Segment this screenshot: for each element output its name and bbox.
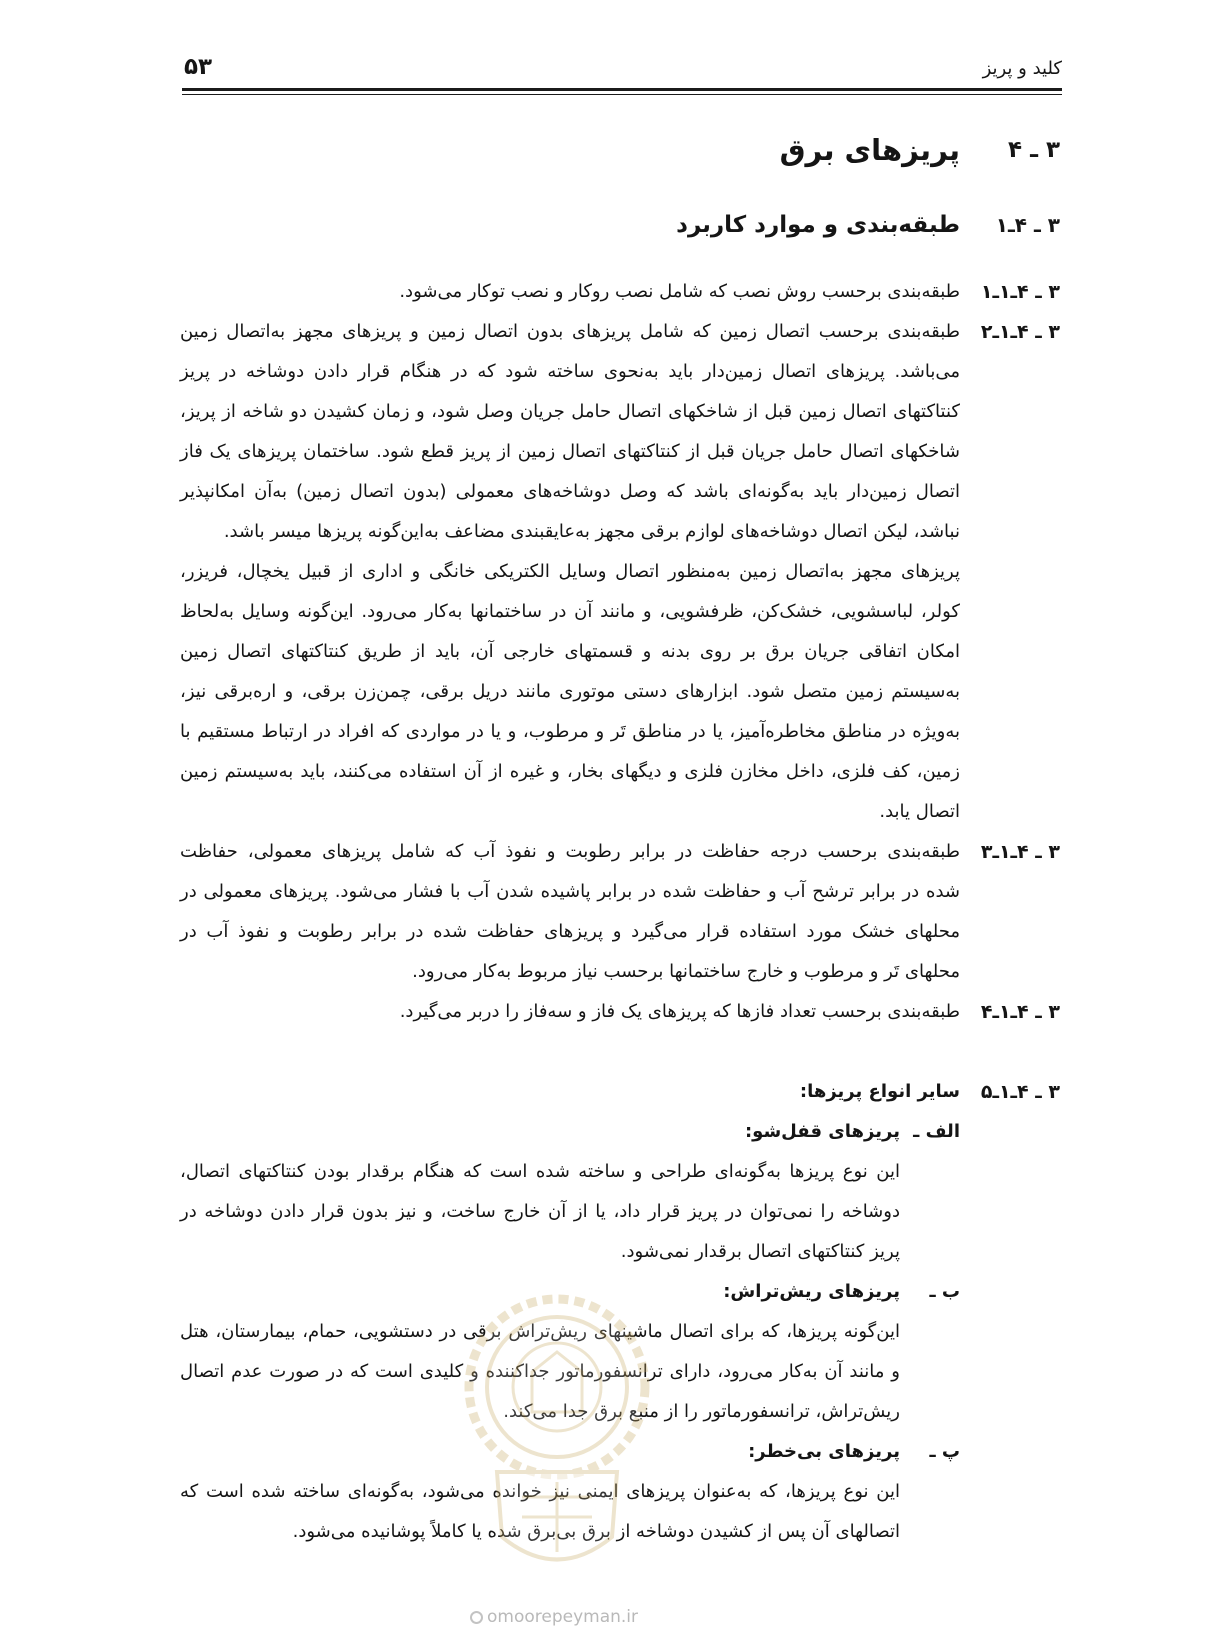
subclause-title: پریزهای بی‌خطر: bbox=[748, 1441, 900, 1462]
watermark-logo-icon bbox=[470, 1611, 483, 1624]
running-header-chapter-title: کلید و پریز bbox=[982, 58, 1062, 79]
page-number: ۵۳ bbox=[184, 54, 213, 80]
paragraph-line: به‌ویژه در مناطق مخاطره‌آمیز، یا در مناطق تَر و مرطوب، و یا در مواردی که افراد در ارتباط مستقیم با bbox=[180, 721, 960, 742]
clause-title: سایر انواع پریزها: bbox=[799, 1081, 960, 1102]
paragraph-line: کولر، لباسشویی، خشک‌کن، ظرفشویی، و مانند آن در ساختمانها به‌کار می‌رود. این‌گونه وسایل به‌لحاظ bbox=[180, 601, 960, 622]
paragraph-line: اتصال یابد. bbox=[879, 801, 960, 822]
clause-number: ۳ ـ ۴ـ۱ـ۲ bbox=[980, 321, 1060, 343]
clause-3-4-1-2 bbox=[180, 312, 1060, 552]
subclause-line: پریز کنتاکتهای اتصال برقدار نمی‌شود. bbox=[620, 1241, 900, 1262]
subclause-label: الف ـ bbox=[913, 1121, 960, 1142]
subclause-label: ب ـ bbox=[929, 1281, 960, 1302]
clause-3-4-1-1 bbox=[180, 272, 1060, 312]
subclause-line: ریش‌تراش، ترانسفورماتور را از منبع برق جدا می‌کند. bbox=[503, 1401, 900, 1422]
clause-3-4-1-4 bbox=[180, 992, 1060, 1032]
section-heading bbox=[180, 127, 1060, 173]
clauses bbox=[180, 272, 1060, 1552]
subclause-body bbox=[180, 1432, 900, 1552]
paragraph-line: پریزهای مجهز به‌اتصال زمین به‌منظور اتصال وسایل الکتریکی خانگی و اداری از قبیل یخچال، فریزر، bbox=[180, 561, 960, 582]
clause-line: طبقه‌بندی برحسب تعداد فازها که پریزهای یک فاز و سه‌فاز را دربر می‌گیرد. bbox=[399, 1001, 960, 1022]
clause-text bbox=[180, 1072, 960, 1552]
subclause-line: این نوع پریزها به‌گونه‌ای طراحی و ساخته شده است که هنگام برقدار بودن کنتاکتهای اتصال، bbox=[180, 1161, 900, 1182]
vertical-gap bbox=[180, 1032, 1060, 1072]
watermark-site bbox=[470, 1606, 700, 1628]
clause-3-4-1-2-continuation bbox=[180, 552, 960, 832]
subclause-line: این نوع پریزها، که به‌عنوان پریزهای ایمنی نیز خوانده می‌شود، به‌گونه‌ای ساخته شده است که bbox=[180, 1481, 900, 1502]
clause-number: ۳ ـ ۴ـ۱ـ۳ bbox=[980, 841, 1060, 863]
section-number: ۳ ـ ۴ bbox=[1008, 137, 1060, 163]
paragraph-line: زمین، کف فلزی، داخل مخازن فلزی و دیگهای بخار، و غیره از آن استفاده می‌کنند، باید به‌سیستم زمین bbox=[180, 761, 960, 782]
clause-text bbox=[180, 992, 960, 1032]
clause-line: اتصال زمین‌دار باید به‌گونه‌ای باشد که وصل دوشاخه‌های معمولی (بدون اتصال زمین) به‌آن امکانپذیر bbox=[180, 481, 960, 502]
subclause-pe bbox=[180, 1432, 960, 1552]
header-rule-thin bbox=[182, 94, 1062, 95]
subclause-title: پریزهای ریش‌تراش: bbox=[723, 1281, 900, 1302]
watermark-site-text: omoorepeyman.ir bbox=[487, 1607, 639, 1627]
subclause-alef bbox=[180, 1112, 960, 1272]
clause-line: کنتاکتهای اتصال زمین قبل از شاخکهای اتصال حامل جریان وصل شود، و زمان کشیدن دو شاخه از پریز، bbox=[180, 401, 960, 422]
subsection-number: ۳ ـ ۴ـ۱ bbox=[995, 213, 1060, 237]
clause-line: شده در برابر ترشح آب و حفاظت شده در برابر پاشیده شدن آب با فشار می‌شود. پریزهای معمولی در bbox=[180, 881, 960, 902]
clause-text bbox=[180, 832, 960, 992]
subclause-label: پ ـ bbox=[929, 1441, 960, 1462]
clause-number: ۳ ـ ۴ـ۱ـ۱ bbox=[980, 281, 1060, 303]
paragraph-line: به‌سیستم زمین متصل شود. ابزارهای دستی موتوری مانند دریل برقی، چمن‌زن برقی، و اره‌برقی نیز، bbox=[180, 681, 960, 702]
clause-number: ۳ ـ ۴ـ۱ـ۵ bbox=[980, 1081, 1060, 1103]
paragraph-line: امکان اتفاقی جریان برق بر روی بدنه و قسمتهای خارجی آن، باید از طریق کنتاکتهای اتصال زمین bbox=[180, 641, 960, 662]
subclause-body bbox=[180, 1272, 900, 1432]
clause-line: محلهای خشک مورد استفاده قرار می‌گیرد و پریزهای حفاظت شده در برابر رطوبت و نفوذ آب در bbox=[180, 921, 960, 942]
subclause-line: این‌گونه پریزها، که برای اتصال ماشینهای ریش‌تراش برقی در دستشویی، حمام، بیمارستان، هتل bbox=[180, 1321, 900, 1342]
subclause-title: پریزهای قفل‌شو: bbox=[744, 1121, 900, 1142]
subclause-line: اتصالهای آن پس از کشیدن دوشاخه از برق بی‌برق شده یا کاملاً پوشانیده می‌شود. bbox=[292, 1521, 900, 1542]
clause-line: طبقه‌بندی برحسب درجه حفاظت در برابر رطوبت و نفوذ آب که شامل پریزهای معمولی، حفاظت bbox=[180, 841, 960, 862]
clause-3-4-1-3 bbox=[180, 832, 1060, 992]
subclause-line: دوشاخه را نمی‌توان در پریز قرار داد، یا از آن خارج ساخت، و نیز بدون قرار دادن دوشاخه در bbox=[180, 1201, 900, 1222]
clause-line: محلهای تَر و مرطوب و خارج ساختمانها برحسب نیاز مربوط به‌کار می‌رود. bbox=[412, 961, 960, 982]
clause-line: نباشد، لیکن اتصال دوشاخه‌های لوازم برقی مجهز به‌عایقبندی مضاعف به‌این‌گونه پریزها میسر باشد. bbox=[223, 521, 960, 542]
header-rule bbox=[182, 88, 1062, 91]
clause-line: شاخکهای اتصال حامل جریان قبل از کنتاکتهای اتصال زمین از پریز قطع شود. ساختمان پریزهای یک فاز bbox=[180, 441, 960, 462]
clause-number: ۳ ـ ۴ـ۱ـ۴ bbox=[980, 1001, 1060, 1023]
clause-line: طبقه‌بندی برحسب روش نصب که شامل نصب روکار و نصب توکار می‌شود. bbox=[399, 281, 960, 302]
subclause-be bbox=[180, 1272, 960, 1432]
clause-text bbox=[180, 272, 960, 312]
clause-3-4-1-5 bbox=[180, 1072, 1060, 1552]
clause-text bbox=[180, 312, 960, 552]
clause-line: طبقه‌بندی برحسب اتصال زمین که شامل پریزهای بدون اتصال زمین و پریزهای مجهز به‌اتصال زمین bbox=[180, 321, 960, 342]
clause-line: می‌باشد. پریزهای اتصال زمین‌دار باید به‌نحوی ساخته شود که در هنگام قرار دادن دوشاخه در پریز bbox=[180, 361, 960, 382]
subclause-line: و مانند آن به‌کار می‌رود، دارای ترانسفورماتور جداکننده و کلیدی است که در صورت عدم اتصال bbox=[180, 1361, 900, 1382]
subsection-heading bbox=[180, 204, 1060, 246]
subsection-title: طبقه‌بندی و موارد کاربرد bbox=[676, 212, 960, 238]
section-title: پریزهای برق bbox=[779, 133, 960, 167]
subclause-body bbox=[180, 1112, 900, 1272]
